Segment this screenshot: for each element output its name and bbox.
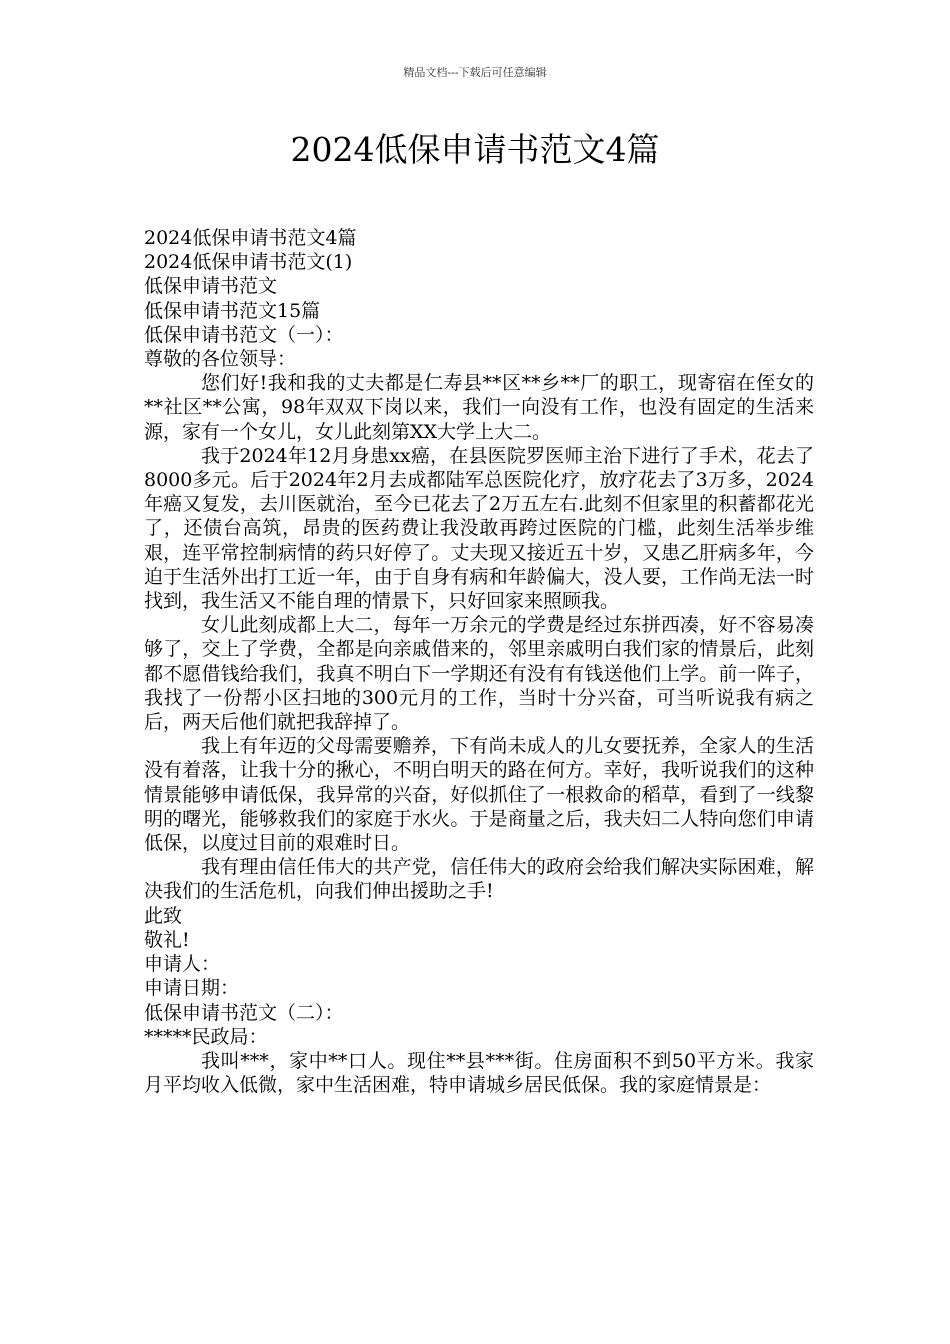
body-paragraph: 您们好!我和我的丈夫都是仁寿县**区**乡**厂的职工，现寄宿在侄女的**社区**公寓，98年双双下岗以来，我们一向没有工作，也没有固定的生活来源，家有一个女儿，女儿此刻第XX大学上大二。 (144, 372, 814, 443)
body-paragraph: 我叫***，家中**口人。现住**县***街。住房面积不到50平方米。我家月平均收入低微，家中生活困难，特申请城乡居民低保。我的家庭情景是： (144, 1049, 814, 1097)
section-heading: 低保申请书范文（二）： (144, 1001, 344, 1024)
intro-line: 低保申请书范文 (144, 275, 278, 298)
applicant-label: 申请人： (144, 953, 221, 976)
date-label: 申请日期： (144, 977, 240, 1000)
intro-line: 2024低保申请书范文4篇 (144, 227, 357, 249)
document-body (144, 226, 814, 1097)
body-paragraph: 女儿此刻成都上大二，每年一万余元的学费是经过东拼西凑，好不容易凑够了，交上了学费，全都是向亲戚借来的，邻里亲戚明白我们家的情景后，此刻都不愿借钱给我们，我真不明白下一学期还有没有有钱送他们上学。前一阵子，我找了一份帮小区扫地的300元月的工作，当时十分兴奋，可当听说我有病之后，两天后他们就把我辞掉了。 (144, 614, 814, 734)
document-title: 2024低保申请书范文4篇 (290, 130, 660, 169)
closing-line: 此致 (144, 904, 183, 927)
body-paragraph: 我于2024年12月身患xx癌，在县医院罗医师主治下进行了手术，花去了8000多元。后于2024年2月去成都陆军总医院化疗，放疗花去了3万多，2024年癌又复发，去川医就治，至今已花去了2万五左右.此刻不但家里的积蓄都花光了，还债台高筑，昂贵的医药费让我没敢再跨过医院的门槛，此刻生活举步维艰，连平常控制病情的药只好停了。丈夫现又接近五十岁，又患乙肝病多年，今迫于生活外出打工近一年，由于自身有病和年龄偏大，没人要，工作尚无法一时找到，我生活又不能自理的情景下，只好回家来照顾我。 (144, 444, 814, 613)
section-heading: 低保申请书范文（一）： (144, 323, 344, 346)
intro-line: 2024低保申请书范文(1) (144, 251, 353, 274)
body-paragraph: 我上有年迈的父母需要赡养，下有尚未成人的儿女要抚养，全家人的生活没有着落，让我十分的揪心，不明白明天的路在何方。幸好，我听说我们的这种情景能够申请低保，我异常的兴奋，好似抓住了一根救命的稻草，看到了一线黎明的曙光，能够救我们的家庭于水火。于是商量之后，我夫妇二人特向您们申请低保，以度过目前的艰难时日。 (144, 735, 814, 855)
intro-line: 低保申请书范文15篇 (144, 299, 321, 322)
page-header: 精品文档---下载后可任意编辑 (403, 66, 547, 79)
closing-line: 敬礼! (144, 928, 190, 951)
salutation: 尊敬的各位领导： (144, 348, 297, 371)
salutation: *****民政局： (144, 1025, 268, 1048)
body-paragraph: 我有理由信任伟大的共产党，信任伟大的政府会给我们解决实际困难，解决我们的生活危机，向我们伸出援助之手! (144, 856, 814, 903)
